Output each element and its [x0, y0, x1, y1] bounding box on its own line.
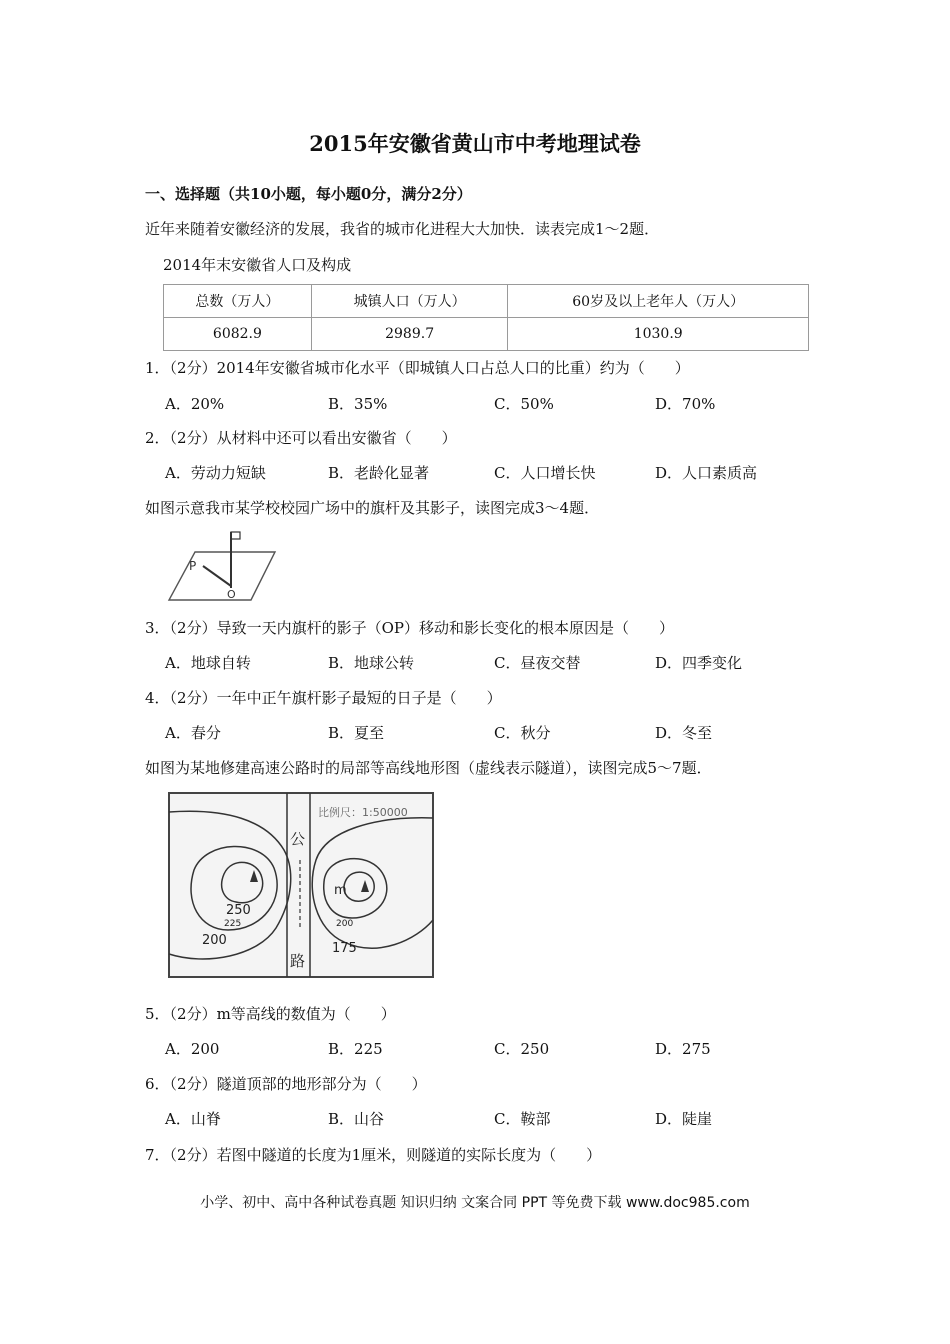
- map-frame: [169, 793, 433, 977]
- question-6-stem: 6．（2分）隧道顶部的地形部分为（ ）: [145, 1075, 427, 1093]
- road-char-bottom: 路: [290, 952, 306, 970]
- question-6-option-d: D．陡崖: [655, 1110, 713, 1128]
- contour-label-200-right: 200: [336, 919, 354, 929]
- question-1-option-a: A．20%: [165, 395, 225, 413]
- intro-text-3: 如图为某地修建高速公路时的局部等高线地形图（虚线表示隧道），读图完成5～7题．: [145, 759, 712, 777]
- question-3-option-d: D．四季变化: [655, 654, 743, 672]
- road-char-top: 公: [290, 830, 306, 848]
- question-5-option-d: D．275: [655, 1040, 711, 1058]
- question-1-option-d: D．70%: [655, 395, 716, 413]
- point-o-label: O: [227, 588, 236, 601]
- question-1-option-c: C．50%: [494, 395, 554, 413]
- question-2-option-d: D．人口素质高: [655, 464, 758, 482]
- intro-text-2: 如图示意我市某学校校园广场中的旗杆及其影子，读图完成3～4题．: [145, 499, 600, 517]
- question-4-option-c: C．秋分: [494, 724, 551, 742]
- question-2-option-a: A．劳动力短缺: [165, 464, 266, 482]
- table-caption: 2014年末安徽省人口及构成: [163, 256, 352, 274]
- contour-label-175: 175: [332, 941, 357, 956]
- population-table: [163, 284, 809, 351]
- page-footer: 小学、初中、高中各种试卷真题 知识归纳 文案合同 PPT 等免费下载 www.doc985.com: [200, 1195, 750, 1211]
- question-1-stem: 1．（2分）2014年安徽省城市化水平（即城镇人口占总人口的比重）约为（ ）: [145, 359, 690, 377]
- question-3-option-b: B．地球公转: [328, 654, 415, 672]
- table-cell: 6082.9: [164, 318, 312, 351]
- question-4-option-b: B．夏至: [328, 724, 385, 742]
- question-4-option-a: A．春分: [165, 724, 221, 742]
- table-row: [164, 318, 809, 351]
- question-6-option-b: B．山谷: [328, 1110, 385, 1128]
- question-5-option-a: A．200: [165, 1040, 220, 1058]
- question-7-stem: 7．（2分）若图中隧道的长度为1厘米，则隧道的实际长度为（ ）: [145, 1146, 602, 1164]
- contour-label-225: 225: [224, 919, 242, 929]
- contour-label-200: 200: [202, 933, 227, 948]
- question-5-option-b: B．225: [328, 1040, 383, 1058]
- table-header-cell: 总数（万人）: [164, 285, 312, 318]
- question-1-option-b: B．35%: [328, 395, 388, 413]
- intro-text-1: 近年来随着安徽经济的发展，我省的城市化进程大大加快．读表完成1～2题．: [145, 220, 660, 238]
- question-2-stem: 2．（2分）从材料中还可以看出安徽省（ ）: [145, 429, 457, 447]
- flagpole-shadow-figure: [163, 528, 283, 608]
- contour-map-figure: [166, 790, 436, 980]
- contour-label-m: m: [334, 883, 347, 898]
- section-heading: 一、选择题（共10小题，每小题0分，满分2分）: [145, 185, 472, 203]
- point-p-label: P: [189, 559, 197, 573]
- question-6-option-c: C．鞍部: [494, 1110, 551, 1128]
- page-title: 2015年安徽省黄山市中考地理试卷: [309, 131, 641, 156]
- ground-plane: [169, 552, 275, 600]
- shadow-line: [203, 566, 231, 586]
- question-4-option-d: D．冬至: [655, 724, 713, 742]
- question-3-option-a: A．地球自转: [165, 654, 251, 672]
- question-2-option-b: B．老龄化显著: [328, 464, 430, 482]
- contour-label-250: 250: [226, 903, 251, 918]
- question-3-option-c: C．昼夜交替: [494, 654, 581, 672]
- table-header-cell: 60岁及以上老年人（万人）: [508, 285, 809, 318]
- table-header-row: [164, 285, 809, 318]
- question-6-option-a: A．山脊: [165, 1110, 221, 1128]
- question-3-stem: 3．（2分）导致一天内旗杆的影子（OP）移动和影长变化的根本原因是（ ）: [145, 619, 674, 637]
- question-2-option-c: C．人口增长快: [494, 464, 596, 482]
- scale-label: 比例尺：1:50000: [318, 806, 408, 819]
- flag: [231, 532, 240, 539]
- question-5-stem: 5．（2分）m等高线的数值为（ ）: [145, 1005, 396, 1023]
- question-5-option-c: C．250: [494, 1040, 550, 1058]
- table-header-cell: 城镇人口（万人）: [311, 285, 508, 318]
- table-cell: 2989.7: [311, 318, 508, 351]
- question-4-stem: 4．（2分）一年中正午旗杆影子最短的日子是（ ）: [145, 689, 502, 707]
- table-cell: 1030.9: [508, 318, 809, 351]
